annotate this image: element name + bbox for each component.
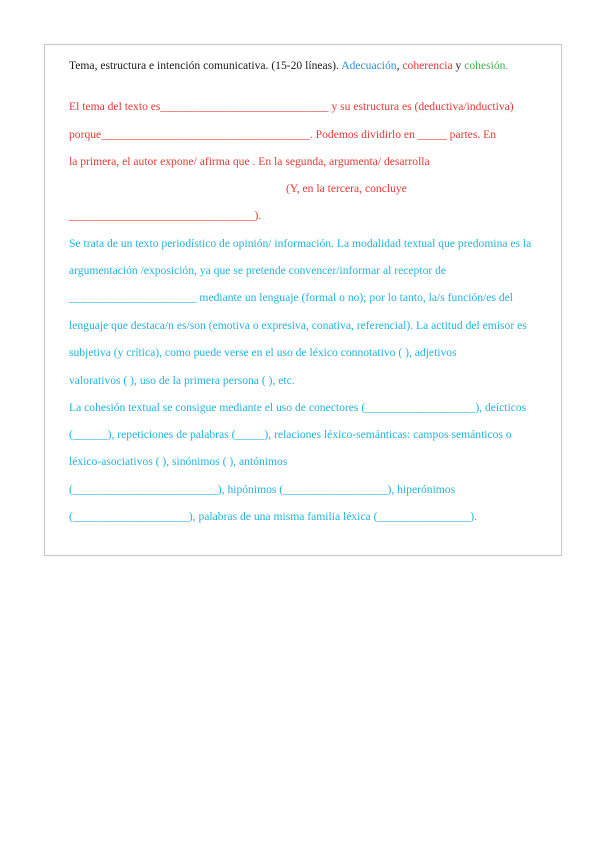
header-line bbox=[69, 60, 508, 72]
coherencia-line-4: (Y, en la tercera, concluye bbox=[286, 182, 407, 195]
cohesion-line-5: (____________________), palabras de una misma familia léxica (________________). bbox=[69, 510, 477, 523]
cohesion-label: cohesión. bbox=[464, 59, 509, 72]
header-comma: , bbox=[396, 59, 400, 72]
adecuacion-line-1: Se trata de un texto periodístico de opinión/ información. La modalidad textual que predomina es la bbox=[69, 237, 532, 250]
coherencia-label: coherencia bbox=[402, 59, 453, 72]
cohesion-line-3: léxico-asociativos ( ), sinónimos ( ), antónimos bbox=[69, 455, 288, 468]
adecuacion-line-6: valorativos ( ), uso de la primera persona ( ), etc. bbox=[69, 374, 295, 387]
coherencia-line-3: la primera, el autor expone/ afirma que . En la segunda, argumenta/ desarrolla bbox=[69, 155, 430, 168]
coherencia-line-5: ________________________________). bbox=[69, 209, 262, 222]
cohesion-line-1: La cohesión textual se consigue mediante el uso de conectores (___________________), deícticos bbox=[69, 401, 527, 414]
adecuacion-line-4: lenguaje que destaca/n es/son (emotiva o expresiva, conativa, referencial). La actitud del emisor es bbox=[69, 319, 527, 332]
adecuacion-line-5: subjetiva (y crítica), como puede verse en el uso de léxico connotativo ( ), adjetivos bbox=[69, 346, 457, 359]
adecuacion-label: Adecuación bbox=[341, 59, 397, 72]
cohesion-line-4: (_________________________), hipónimos (__________________), hiperónimos bbox=[69, 483, 456, 496]
adecuacion-line-3: ______________________ mediante un lenguaje (formal o no); por lo tanto, la/s función/es del bbox=[69, 291, 514, 304]
coherencia-line-1: El tema del texto es_____________________________ y su estructura es (deductiva/inductiva) bbox=[69, 100, 514, 113]
cohesion-line-2: (______), repeticiones de palabras (_____), relaciones léxico-semánticas: campos semánticos o bbox=[69, 428, 512, 441]
header-y: y bbox=[455, 59, 462, 72]
header-title: Tema, estructura e intención comunicativa. (15-20 líneas). bbox=[69, 59, 339, 72]
adecuacion-line-2: argumentación /exposición, ya que se pretende convencer/informar al receptor de bbox=[69, 264, 447, 277]
coherencia-line-2: porque____________________________________. Podemos dividirlo en _____ partes. En bbox=[69, 128, 497, 141]
